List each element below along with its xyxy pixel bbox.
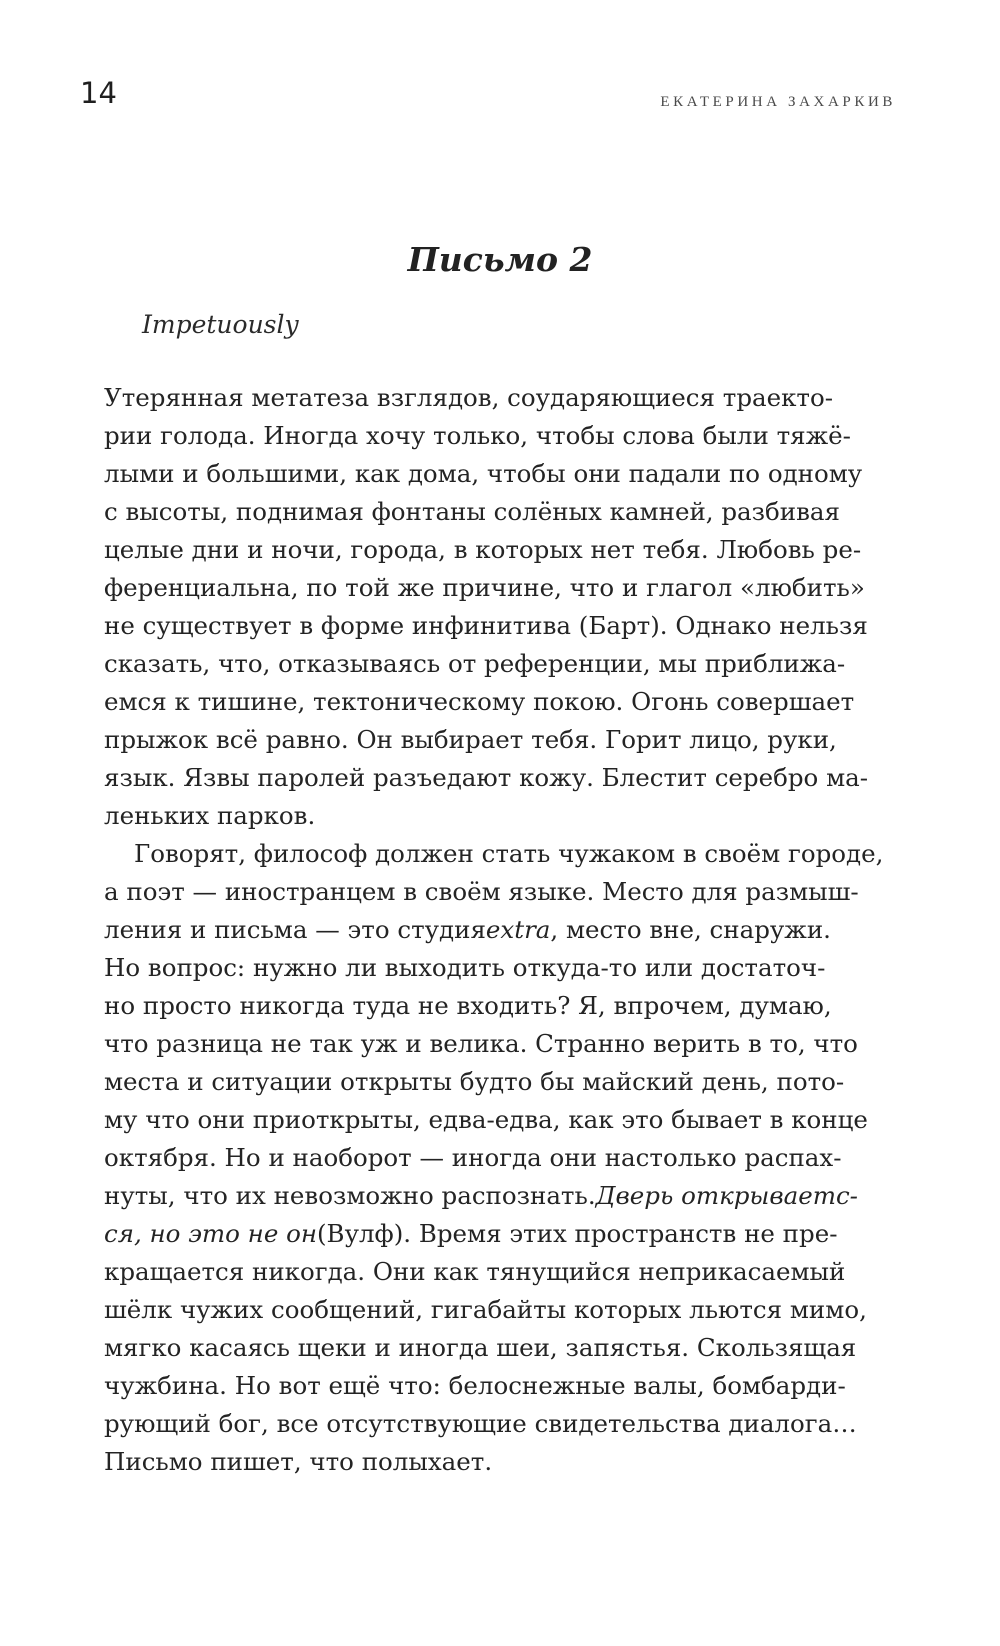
text-line: шёлк чужих сообщений, гигабайты которых льются мимо,	[104, 1295, 867, 1324]
page-header	[80, 76, 896, 116]
text-line: мягко касаясь щеки и иногда шеи, запястья. Скользящая	[104, 1333, 857, 1362]
italic-word: extra	[485, 915, 551, 944]
text-line: леньких парков.	[104, 801, 316, 830]
text-line: Но вопрос: нужно ли выходить откуда-то или достаточ-	[104, 953, 826, 982]
text-line: что разница не так уж и велика. Странно верить в то, что	[104, 1029, 858, 1058]
epigraph: Impetuously	[142, 310, 299, 339]
text-line: чужбина. Но вот ещё что: белоснежные валы, бомбарди-	[104, 1371, 846, 1400]
text-line: кращается никогда. Они как тянущийся неприкасаемый	[104, 1257, 846, 1286]
text-line: Утерянная метатеза взглядов, соударяющиеся траекто-	[104, 383, 834, 412]
body-text	[104, 379, 904, 1481]
text-line: лыми и большими, как дома, чтобы они падали по одному	[104, 459, 863, 488]
italic-quote: Дверь открываетс-	[595, 1181, 858, 1210]
text-line: язык. Язвы паролей разъедают кожу. Блестит серебро ма-	[104, 763, 869, 792]
italic-quote: ся, но это не он	[104, 1219, 317, 1248]
text-line: прыжок всё равно. Он выбирает тебя. Горит лицо, руки,	[104, 725, 837, 754]
text-line: октября. Но и наоборот — иногда они настолько распах-	[104, 1143, 842, 1172]
text-line: ференциальна, по той же причине, что и глагол «любить»	[104, 573, 865, 602]
text-line: емся к тишине, тектоническому покою. Огонь совершает	[104, 687, 855, 716]
text-line: а поэт — иностранцем в своём языке. Место для размыш-	[104, 877, 859, 906]
text-line: но просто никогда туда не входить? Я, впрочем, думаю,	[104, 991, 832, 1020]
text-line: рии голода. Иногда хочу только, чтобы слова были тяжё-	[104, 421, 851, 450]
text-line: нуты, что их невозможно распознать. Дверь открываетс-	[104, 1177, 904, 1215]
text-line: сказать, что, отказываясь от референции, мы приближа-	[104, 649, 846, 678]
chapter-title: Письмо 2	[407, 240, 593, 279]
text-line: с высоты, поднимая фонтаны солёных камней, разбивая	[104, 497, 840, 526]
text-line: не существует в форме инфинитива (Барт). Однако нельзя	[104, 611, 868, 640]
page-number: 14	[80, 76, 117, 110]
text-line: ся, но это не он (Вулф). Время этих пространств не пре-	[104, 1215, 904, 1253]
text-line: Письмо пишет, что полыхает.	[104, 1447, 493, 1476]
text-line: ления и письма — это студия extra , место вне, снаружи.	[104, 911, 904, 949]
text-line: Говорят, философ должен стать чужаком в своём городе,	[134, 839, 884, 868]
text-line: му что они приоткрыты, едва-едва, как это бывает в конце	[104, 1105, 868, 1134]
text-line: места и ситуации открыты будто бы майский день, пото-	[104, 1067, 845, 1096]
running-head-author: ЕКАТЕРИНА ЗАХАРКИВ	[660, 94, 896, 110]
text-line: целые дни и ночи, города, в которых нет тебя. Любовь ре-	[104, 535, 862, 564]
text-line: рующий бог, все отсутствующие свидетельства диалога…	[104, 1409, 857, 1438]
